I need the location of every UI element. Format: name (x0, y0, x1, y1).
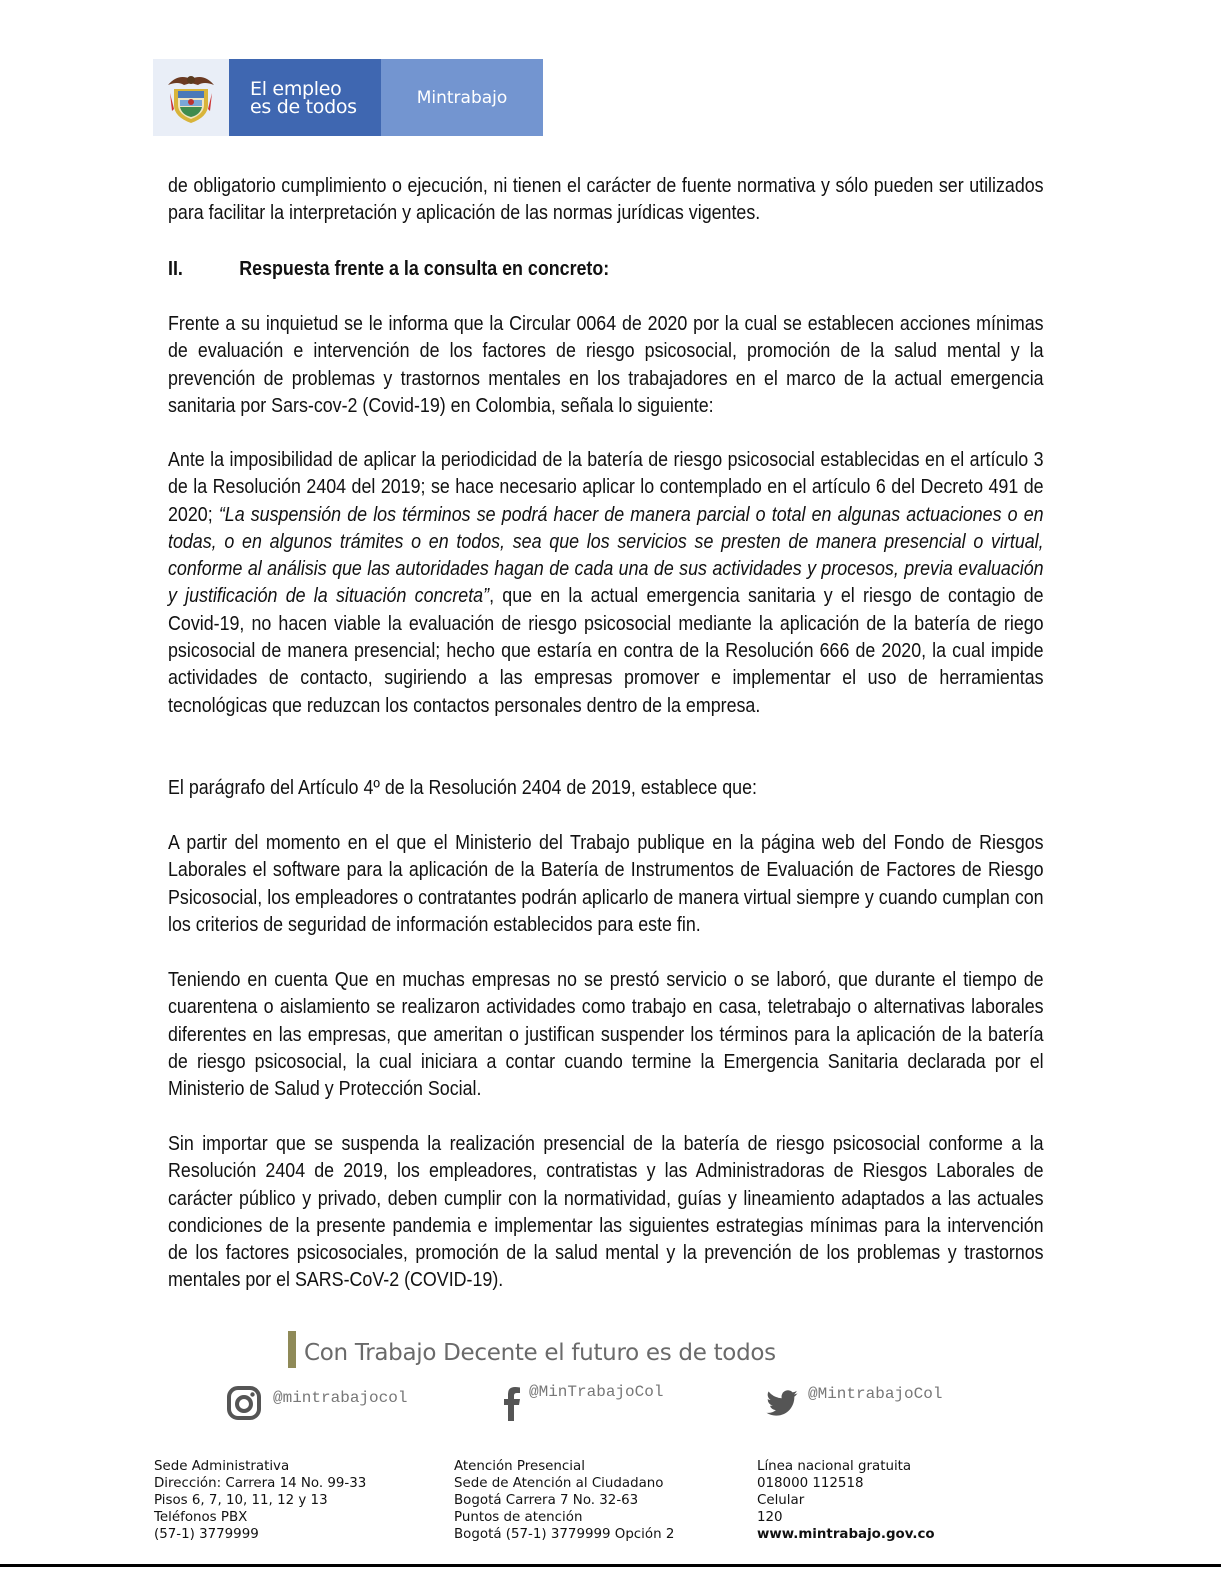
info-line: Sede Administrativa (154, 1459, 290, 1474)
info-line: Pisos 6, 7, 10, 11, 12 y 13 (154, 1493, 328, 1508)
section-number: II. (168, 258, 183, 280)
logo-line-1: El empleo (250, 77, 342, 100)
section-heading (168, 256, 1044, 283)
info-line: Bogotá (57-1) 3779999 Opción 2 (454, 1527, 675, 1542)
paragraph-sin-importar (168, 1131, 1044, 1295)
slogan-text: Con Trabajo Decente el futuro es de todos (304, 1340, 776, 1366)
info-line: Sede de Atención al Ciudadano (454, 1476, 664, 1491)
social-facebook[interactable] (503, 1385, 663, 1421)
paragraph-text: El parágrafo del Artículo 4º de la Resolución 2404 de 2019, establece que: (168, 777, 757, 799)
page-bottom-rule (0, 1564, 1221, 1567)
paragraph-text: , que en la actual emergencia sanitaria y el riesgo de contagio de Covid-19, no hacen viable la evaluación de riesgo psicosocial mediante la aplicación de la batería de riego psicosocial de manera presencial; hecho que estaría en contra de la Resolución 666 de 2020, la cual impide actividades de contacto, sugiriendo a las empresas promover e implementar el uso de herramientas tecnológicas que reduzcan los contactos personales dentro de la empresa. (168, 585, 1044, 717)
footer-linea-nacional (757, 1458, 935, 1543)
mintrabajo-logo (153, 59, 543, 136)
paragraph-text: A partir del momento en el que el Ministerio del Trabajo publique en la página web del Fondo de Riesgos Laborales el software para la aplicación de la Batería de Instrumentos de Evaluación de Factores de Riesgo Psicosocial, los empleadores o contratantes podrán aplicarlo de manera virtual siempre y cuando cumplan con los criterios de seguridad de información establecidos para este fin. (168, 832, 1044, 936)
info-line: Teléfonos PBX (154, 1510, 248, 1525)
paragraph-text: Frente a su inquietud se le informa que la Circular 0064 de 2020 por la cual se establecen acciones mínimas de evaluación e intervención de los factores de riesgo psicosocial, promoción de la salud mental y la prevención de problemas y trastornos mentales en los trabajadores en el marco de la actual emergencia sanitaria por Sars-cov-2 (Covid-19) en Colombia, señala lo siguiente: (168, 313, 1044, 417)
quoted-decree-text: “La suspensión de los términos se podrá hacer de manera parcial o total en algunas actuaciones o en todas, o en algunos trámites o en todos, sea que los servicios se presten de manera presencial o virtual, conforme al análisis que las autoridades hagan de cada una de sus actividades y procesos, previa evaluación y justificación de la situación concreta” (168, 503, 1044, 608)
paragraph-paragrafo (168, 775, 1044, 802)
footer-slogan (288, 1331, 776, 1367)
info-line: 120 (757, 1510, 783, 1525)
facebook-icon (503, 1385, 521, 1421)
paragraph-circular (168, 311, 1044, 420)
paragraph-a-partir (168, 830, 1044, 939)
section-title: Respuesta frente a la consulta en concreto: (239, 258, 610, 280)
paragraph-text: de obligatorio cumplimiento o ejecución, ni tienen el carácter de fuente normativa y sólo pueden ser utilizados para facilitar la interpretación y aplicación de las normas jurídicas vigentes. (168, 175, 1044, 225)
paragraph-imposibilidad (168, 447, 1044, 720)
slogan-bar (288, 1331, 296, 1368)
logo-line-2: es de todos (250, 95, 357, 118)
info-line: 018000 112518 (757, 1476, 864, 1491)
instagram-handle[interactable]: @mintrabajocol (273, 1389, 408, 1407)
paragraph-text: Teniendo en cuenta Que en muchas empresas no se prestó servicio o se laboró, que durante el tiempo de cuarentena o aislamiento se realizaron actividades como trabajo en casa, teletrabajo o alternativas laborales diferentes en las empresas, que ameritan o justifican suspender los términos para la aplicación de la batería de riesgo psicosocial, la cual iniciara a contar cuando termine la Emergencia Sanitaria declarada por el Ministerio de Salud y Protección Social. (168, 969, 1044, 1101)
footer-sede-administrativa (154, 1458, 366, 1543)
info-line: Celular (757, 1493, 805, 1508)
paragraph-intro (168, 173, 1044, 228)
footer-atencion-presencial (454, 1458, 674, 1543)
logo-slogan (229, 59, 381, 136)
facebook-handle[interactable]: @MinTrabajoCol (529, 1383, 664, 1401)
info-line: (57-1) 3779999 (154, 1527, 259, 1542)
coat-of-arms-icon (153, 59, 229, 136)
paragraph-teniendo (168, 967, 1044, 1103)
paragraph-text: Sin importar que se suspenda la realización presencial de la batería de riesgo psicosocial conforme a la Resolución 2404 de 2019, los empleadores, contratistas y las Administradoras de Riesgos Laborales de carácter público y privado, deben cumplir con la normatividad, guías y lineamiento adaptados a las actuales condiciones de la presente pandemia e implementar las siguientes estrategias mínimas para la intervención de los factores psicosociales, promoción de la salud mental y la prevención de los problemas y trastornos mentales por el SARS-CoV-2 (COVID-19). (168, 1133, 1044, 1292)
social-instagram[interactable] (226, 1385, 407, 1421)
paragraph-text: Ante la imposibilidad de aplicar la periodicidad de la batería de riesgo psicosocial establecidas en el artículo 3 de la Resolución 2404 del 2019; se hace necesario aplicar lo contemplado en el artículo 6 del Decreto 491 de 2020; (168, 449, 1044, 526)
info-line: Puntos de atención (454, 1510, 583, 1525)
social-twitter[interactable] (765, 1385, 942, 1419)
info-line: Línea nacional gratuita (757, 1459, 912, 1474)
logo-mintrabajo: Mintrabajo (381, 59, 543, 136)
website-link[interactable]: www.mintrabajo.gov.co (757, 1527, 935, 1542)
info-line: Bogotá Carrera 7 No. 32-63 (454, 1493, 639, 1508)
twitter-icon (765, 1385, 799, 1419)
instagram-icon (226, 1385, 262, 1421)
info-line: Atención Presencial (454, 1459, 585, 1474)
info-line: Dirección: Carrera 14 No. 99-33 (154, 1476, 367, 1491)
twitter-handle[interactable]: @MintrabajoCol (808, 1385, 943, 1403)
